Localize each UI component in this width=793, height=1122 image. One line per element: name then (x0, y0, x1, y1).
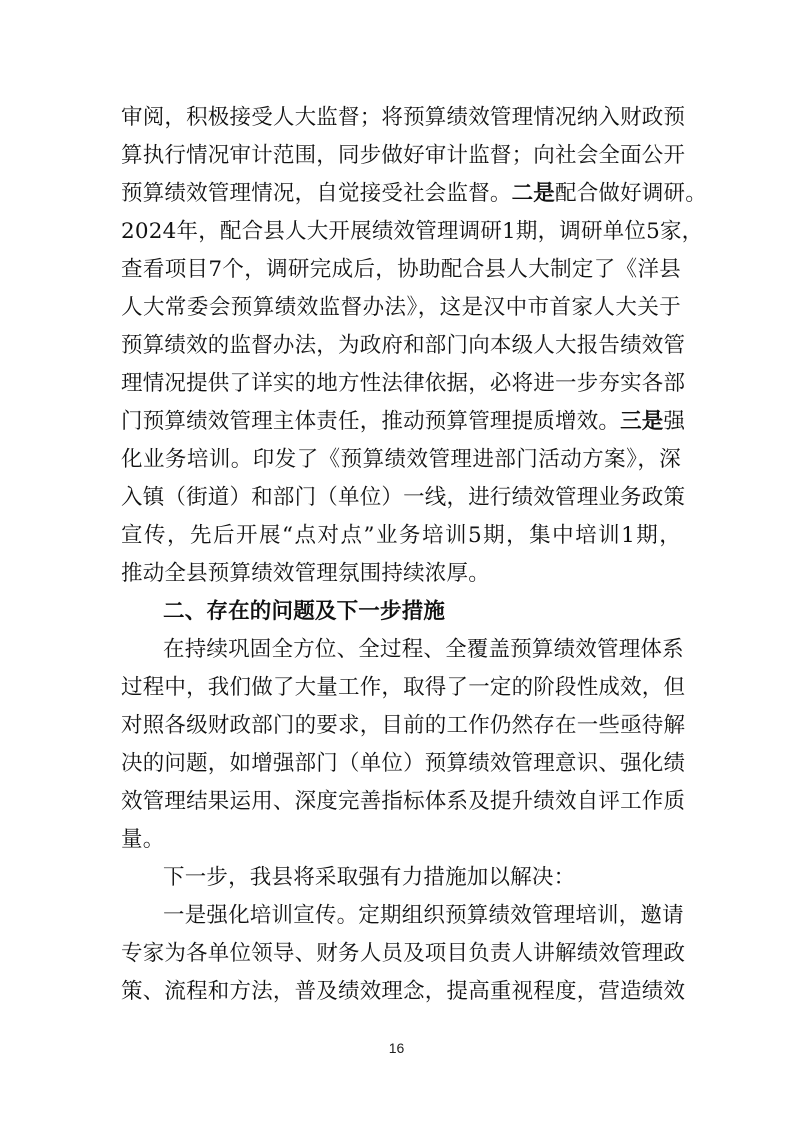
text-line: 下一步，我县将采取强有力措施加以解决： (163, 865, 576, 890)
text-line: 查看项目7个，调研完成后，协助配合县人大制定了《洋县 (121, 257, 681, 282)
text-line: 效管理结果运用、深度完善指标体系及提升绩效自评工作质 (121, 789, 686, 814)
text-line: 入镇（街道）和部门（单位）一线，进行绩效管理业务政策 (121, 485, 686, 510)
text-line: 人大常委会预算绩效监督办法》，这是汉中市首家人大关于 (121, 295, 681, 320)
text-line: 预算绩效管理情况，自觉接受社会监督。二是配合做好调研。 (121, 181, 707, 206)
text-line: 专家为各单位领导、财务人员及项目负责人讲解绩效管理政 (121, 941, 686, 966)
text-line: 在持续巩固全方位、全过程、全覆盖预算绩效管理体系 (163, 637, 684, 662)
text-line: 推动全县预算绩效管理氛围持续浓厚。 (121, 561, 490, 586)
text-line: 过程中，我们做了大量工作，取得了一定的阶段性成效，但 (121, 675, 686, 700)
bold-marker: 三是 (620, 409, 664, 434)
text-line: 化业务培训。印发了《预算绩效管理进部门活动方案》，深 (121, 447, 681, 472)
bold-marker: 二是 (511, 181, 556, 206)
page-number: 16 (388, 1040, 405, 1056)
text-line: 预算绩效的监督办法，为政府和部门向本级人大报告绩效管 (121, 333, 686, 358)
text-line: 宣传，先后开展“点对点”业务培训5期，集中培训1期， (121, 523, 681, 548)
text-line: 量。 (121, 827, 165, 852)
text-line: 对照各级财政部门的要求，目前的工作仍然存在一些亟待解 (121, 713, 686, 738)
text-line: 一是强化培训宣传。定期组织预算绩效管理培训，邀请 (163, 903, 684, 928)
text-line: 理情况提供了详实的地方性法律依据，必将进一步夯实各部 (121, 371, 686, 396)
text-line: 门预算绩效管理主体责任，推动预算管理提质增效。三是强 (121, 409, 686, 434)
text-line: 策、流程和方法，普及绩效理念，提高重视程度，营造绩效 (121, 979, 686, 1004)
text-line: 决的问题，如增强部门（单位）预算绩效管理意识、强化绩 (121, 751, 686, 776)
text-line: 算执行情况审计范围，同步做好审计监督；向社会全面公开 (121, 143, 686, 168)
text-line: 审阅，积极接受人大监督；将预算绩效管理情况纳入财政预 (121, 105, 686, 130)
section-heading: 二、存在的问题及下一步措施 (163, 599, 446, 624)
text-line: 2024年，配合县人大开展绩效管理调研1期，调研单位5家， (121, 219, 704, 244)
